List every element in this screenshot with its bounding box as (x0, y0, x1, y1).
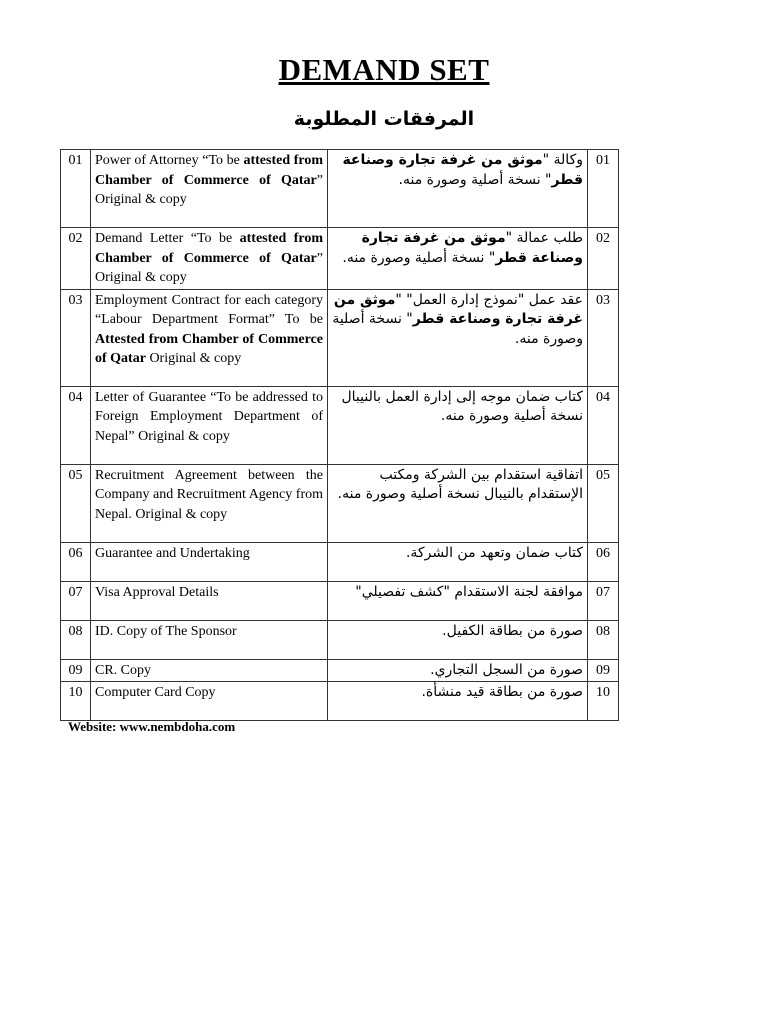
row-number-right: 08 (588, 620, 619, 659)
english-text-segment: ” Original & copy (95, 250, 323, 285)
english-description (91, 386, 328, 464)
arabic-text-segment: " نسخة أصلية وصورة منه. (398, 171, 552, 188)
table-row (61, 659, 619, 682)
english-description (91, 659, 328, 682)
arabic-text-segment: موافقة لجنة الاستقدام "كشف تفصيلي" (355, 583, 583, 600)
row-number-right: 07 (588, 581, 619, 620)
table-row (61, 620, 619, 659)
row-number: 09 (61, 659, 91, 682)
table-row (61, 289, 619, 386)
arabic-text-segment: كتاب ضمان وتعهد من الشركة. (405, 544, 583, 561)
table-row (61, 150, 619, 228)
row-number: 06 (61, 542, 91, 581)
arabic-text-segment: " نسخة أصلية وصورة منه. (342, 249, 496, 266)
row-number: 03 (61, 289, 91, 386)
row-number-right: 09 (588, 659, 619, 682)
arabic-description (328, 581, 588, 620)
row-number-right: 04 (588, 386, 619, 464)
english-text-segment: Guarantee and Undertaking (95, 545, 250, 561)
arabic-text-segment: كتاب ضمان موجه إلى إدارة العمل بالنيبال نسخة أصلية وصورة منه. (341, 388, 583, 424)
english-description (91, 682, 328, 721)
english-description (91, 542, 328, 581)
row-number-right: 06 (588, 542, 619, 581)
english-text-segment: Letter of Guarantee “To be addressed to Foreign Employment Department of Nepal” Original & copy (95, 389, 323, 444)
arabic-description (328, 464, 588, 542)
english-text-segment: Visa Approval Details (95, 584, 219, 600)
row-number-right: 02 (588, 228, 619, 290)
arabic-text-segment: " نسخة أصلية وصورة منه. (332, 311, 583, 347)
arabic-description (328, 150, 588, 228)
english-text-segment: CR. Copy (95, 662, 152, 678)
row-number-right: 05 (588, 464, 619, 542)
arabic-description (328, 659, 588, 682)
english-description (91, 620, 328, 659)
table-row (61, 581, 619, 620)
row-number: 10 (61, 682, 91, 721)
arabic-bold-segment: موثق من غرفة تجارة وصناعة قطر (342, 152, 583, 188)
demand-table-body (61, 150, 619, 721)
row-number: 02 (61, 228, 91, 290)
row-number: 07 (61, 581, 91, 620)
arabic-description (328, 620, 588, 659)
arabic-text-segment: وكالة " (542, 152, 583, 168)
arabic-text-segment: اتفاقية استقدام بين الشركة ومكتب الإستقدام بالنيبال نسخة أصلية وصورة منه. (337, 466, 583, 502)
arabic-description (328, 386, 588, 464)
english-text-segment: ID. Copy of The Sponsor (95, 623, 237, 639)
english-text-segment: ” Original & copy (95, 172, 323, 207)
table-row (61, 682, 619, 721)
row-number: 05 (61, 464, 91, 542)
arabic-description (328, 542, 588, 581)
row-number-right: 03 (588, 289, 619, 386)
english-bold-segment: attested from Chamber of Commerce of Qatar (95, 153, 323, 188)
arabic-text-segment: عقد عمل "نموذج إدارة العمل" " (395, 291, 583, 308)
english-text-segment: Recruitment Agreement between the Company and Recruitment Agency from Nepal. Original & copy (95, 467, 323, 522)
english-bold-segment: Attested from Chamber of Commerce of Qatar (95, 331, 323, 366)
arabic-description (328, 228, 588, 290)
row-number-right: 10 (588, 682, 619, 721)
arabic-description (328, 682, 588, 721)
english-description (91, 289, 328, 386)
arabic-text-segment: صورة من بطاقة الكفيل. (442, 622, 583, 639)
row-number: 04 (61, 386, 91, 464)
english-description (91, 464, 328, 542)
english-description (91, 228, 328, 290)
arabic-description (328, 289, 588, 386)
row-number: 08 (61, 620, 91, 659)
english-text-segment: Power of Attorney “To be (95, 153, 244, 168)
english-text-segment: Demand Letter “To be (95, 231, 240, 246)
english-text-segment: Computer Card Copy (95, 685, 216, 700)
english-bold-segment: attested from Chamber of Commerce of Qatar (95, 231, 323, 266)
row-number-right: 01 (588, 150, 619, 228)
row-number: 01 (61, 150, 91, 228)
arabic-bold-segment: موثق من غرفة تجارة وصناعة قطر (361, 230, 583, 266)
english-text-segment: Employment Contract for each category “Labour Department Format” To be (95, 292, 323, 327)
arabic-text-segment: طلب عمالة " (505, 230, 583, 246)
english-description (91, 150, 328, 228)
table-row (61, 464, 619, 542)
table-row (61, 542, 619, 581)
document-title: DEMAND SET (278, 52, 490, 87)
website-footer: Website: www.nembdoha.com (68, 719, 236, 734)
demand-table (60, 149, 619, 721)
table-row (61, 386, 619, 464)
document-subtitle-arabic: المرفقات المطلوبة (293, 108, 475, 130)
english-text-segment: Original & copy (145, 351, 242, 366)
arabic-bold-segment: موثق من غرفة تجارة وصناعة قطر (333, 291, 583, 327)
arabic-text-segment: صورة من بطاقة قيد منشأة. (421, 684, 583, 700)
table-row (61, 228, 619, 290)
english-description (91, 581, 328, 620)
arabic-text-segment: صورة من السجل التجاري. (430, 661, 583, 678)
